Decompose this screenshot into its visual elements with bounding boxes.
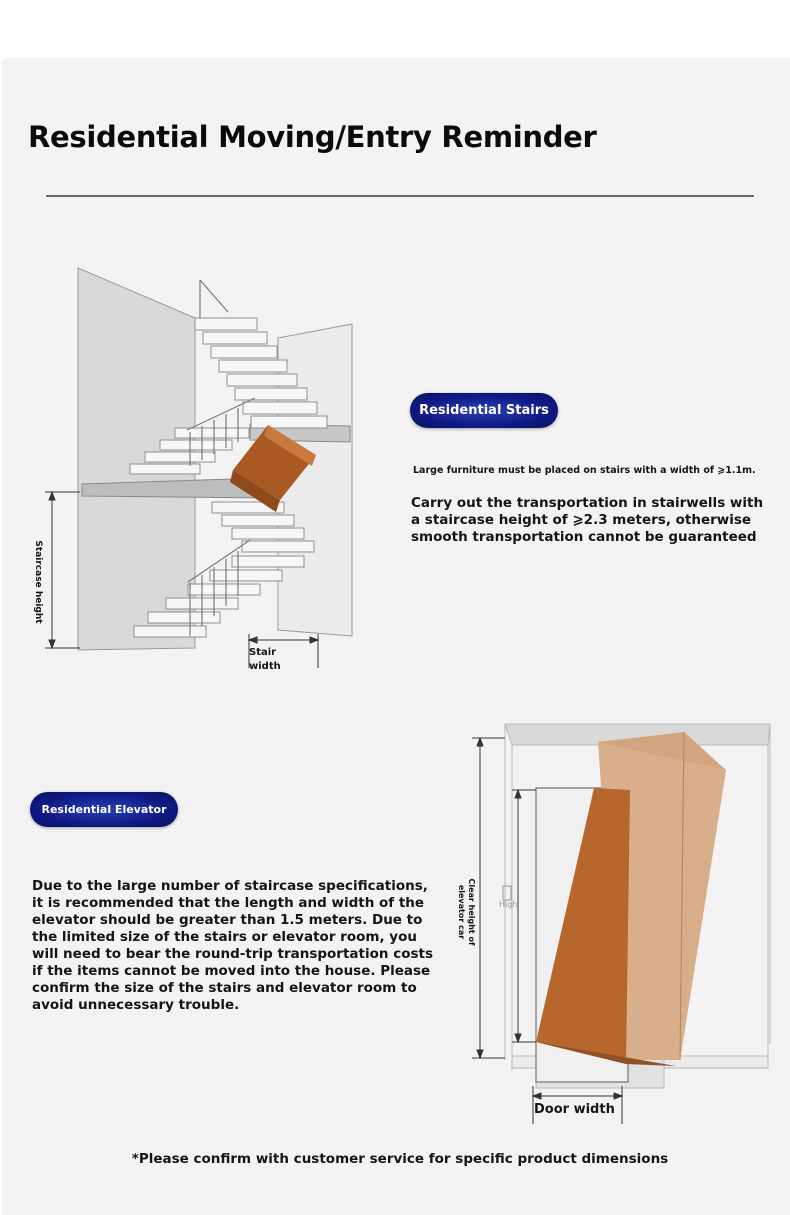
clear-height-dimension (472, 738, 536, 1058)
staircase-height-label: Staircase height (33, 540, 43, 624)
high-label: High (499, 900, 518, 909)
page-title: Residential Moving/Entry Reminder (28, 120, 597, 154)
elevator-body-text: Due to the large number of staircase specifications, it is recommended that the length and width of the elevator should be greater than 1.5 meters. Due to the limited size of the stairs or elevator room, you will need to bear the round-trip transportation costs if the items cannot be moved into the house. Please confirm the size of the stairs and elevator room to avoid unnecessary trouble. (32, 878, 433, 1013)
clear-height-label: Clear height of elevator car (457, 878, 476, 946)
residential-elevator-badge-label: Residential Elevator (41, 803, 167, 816)
high-bracket (503, 886, 511, 900)
footer-note: *Please confirm with customer service for specific product dimensions (131, 1151, 669, 1167)
stair-width-label: Stair width (249, 647, 281, 672)
residential-stairs-badge-label: Residential Stairs (419, 403, 549, 418)
door-width-label: Door width (534, 1102, 615, 1117)
stairs-width-note: Large furniture must be placed on stairs with a width of ⩾1.1m. (413, 465, 756, 476)
residential-elevator-badge (30, 792, 178, 827)
stairs-body-text: Carry out the transportation in stairwells with a staircase height of ⩾2.3 meters, otherwise smooth transportation cannot be guaranteed (411, 495, 764, 545)
